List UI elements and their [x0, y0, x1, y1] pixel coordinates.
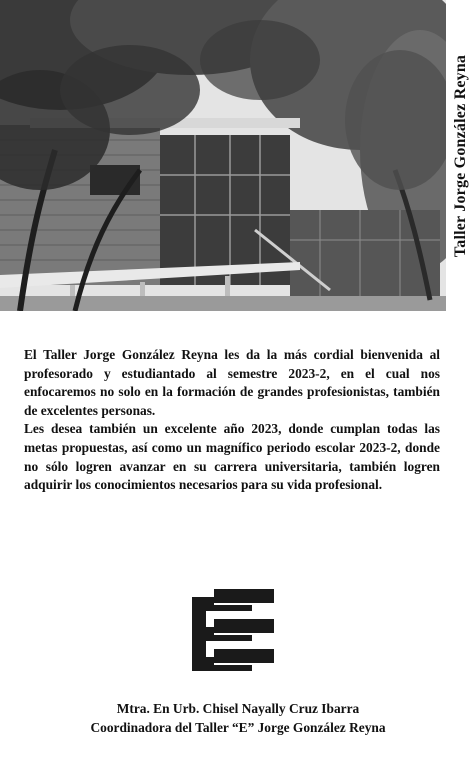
vertical-title: Taller Jorge González Reyna: [452, 54, 470, 257]
vertical-title-container: [446, 0, 476, 311]
letter-paragraph-1: El Taller Jorge González Reyna les da la más cordial bienvenida al profesorado y estudiantado al semestre 2023-2, en el cual nos enfocaremos no solo en la formación de grandes profesionistas, también de excelentes personas.: [24, 347, 440, 418]
taller-e-logo: [192, 589, 274, 671]
signature-name: Mtra. En Urb. Chisel Nayally Cruz Ibarra: [116, 701, 360, 716]
welcome-letter: [24, 346, 440, 495]
building-photo: [0, 0, 446, 311]
signature-block: [0, 699, 476, 737]
signature-role: Coordinadora del Taller “E” Jorge González Reyna: [90, 720, 386, 735]
letter-paragraph-2: Les desea también un excelente año 2023, donde cumplan todas las metas propuestas, así como un magnífico periodo escolar 2023-2, donde no sólo logren avanzar en su carrera universitaria, también logren adquirir los conocimientos necesarios para su vida profesional.: [24, 421, 440, 493]
